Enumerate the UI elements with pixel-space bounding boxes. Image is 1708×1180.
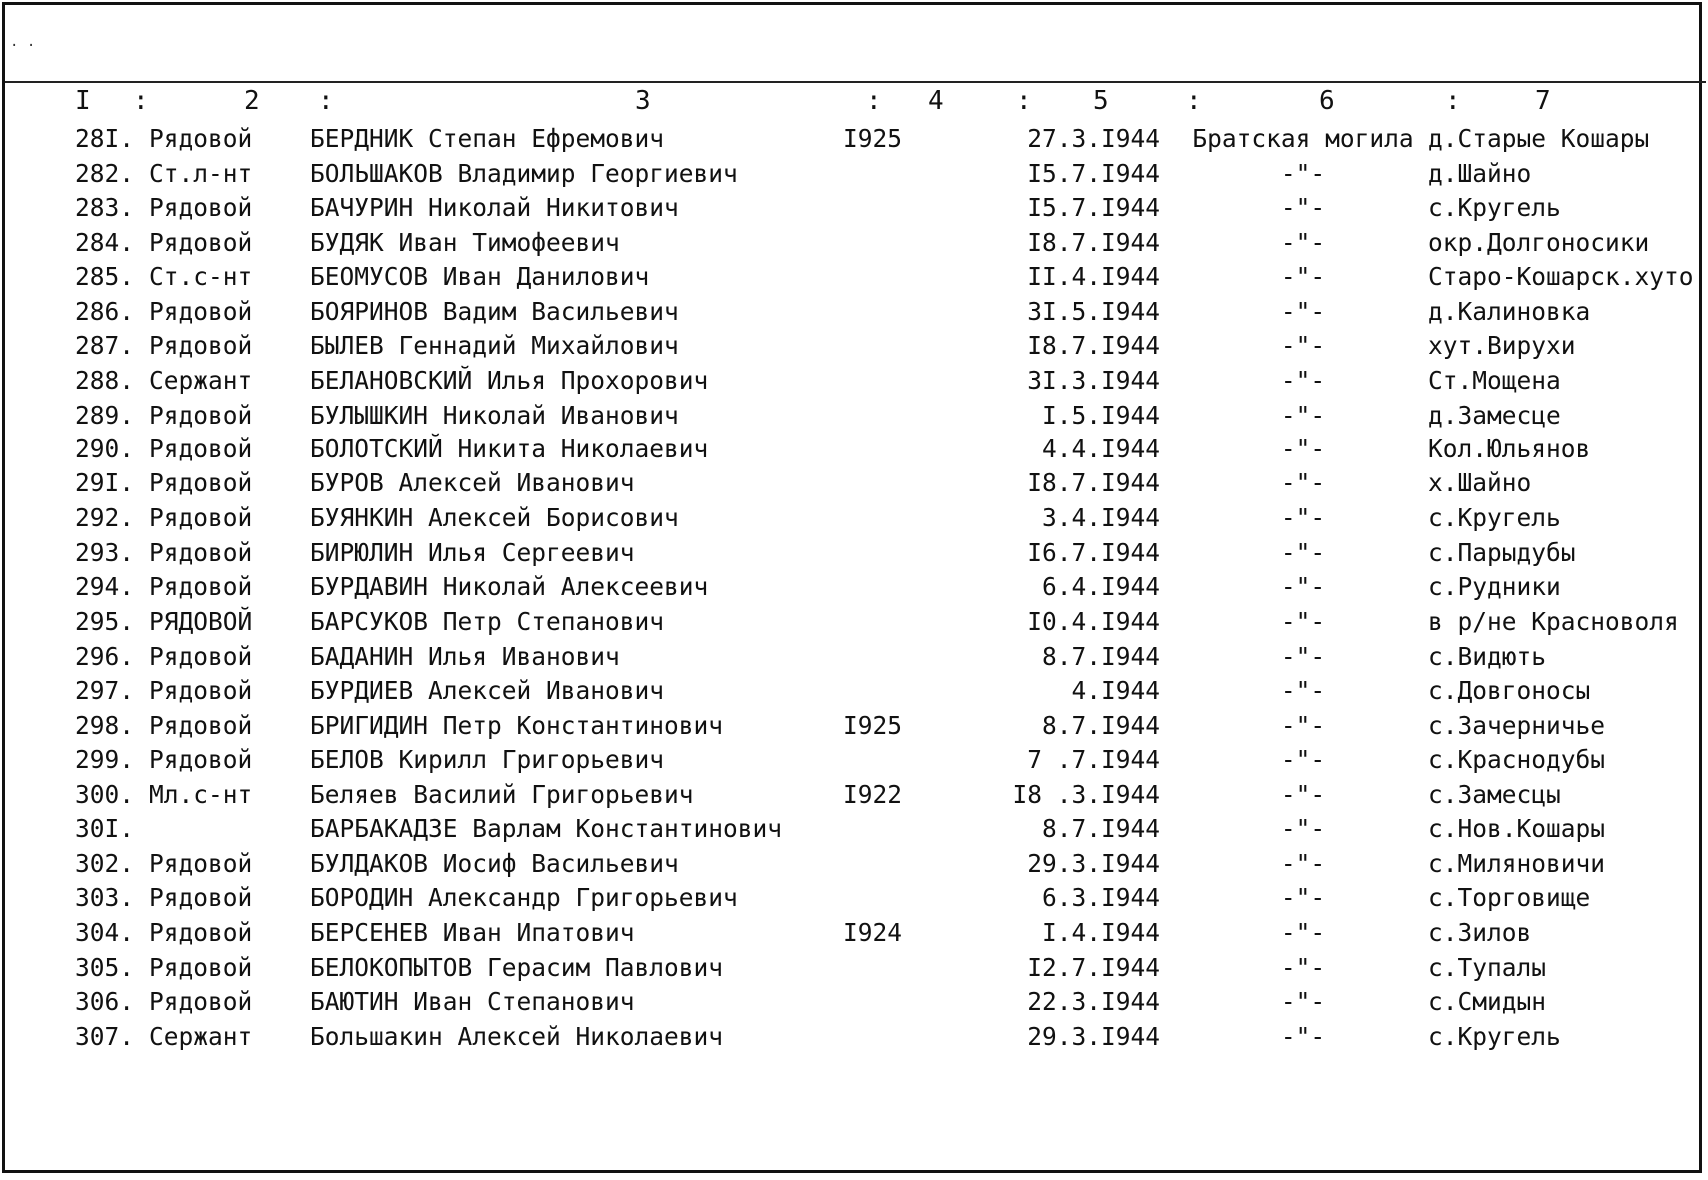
record-rank: Рядовой (149, 745, 253, 774)
record-birth-year: I925 (843, 711, 903, 740)
record-place: с.Торговище (1428, 883, 1591, 912)
record-place: Кол.Юльянов (1428, 434, 1591, 463)
record-birth-year: I925 (843, 124, 903, 153)
table-row (0, 849, 1708, 883)
record-death-date: 4.4.I944 (1041, 434, 1160, 463)
record-death-date: I2.7.I944 (1027, 953, 1160, 982)
record-rank: Рядовой (149, 953, 253, 982)
record-death-date: I6.7.I944 (1027, 538, 1160, 567)
record-place: с.Нов.Кошары (1428, 814, 1606, 843)
record-number: 286. (75, 297, 135, 326)
record-burial: -"- (1280, 780, 1326, 809)
table-row (0, 676, 1708, 710)
record-place: д.Калиновка (1428, 297, 1591, 326)
record-name: БЕЛОКОПЫТОВ Герасим Павлович (310, 953, 724, 982)
table-row (0, 297, 1708, 331)
header-col-3: 3 (635, 86, 651, 116)
record-place: с.Рудники (1428, 572, 1561, 601)
record-burial: -"- (1280, 918, 1326, 947)
scan-specks: · · (10, 38, 36, 54)
record-burial: -"- (1280, 814, 1326, 843)
record-place: д.Замесце (1428, 401, 1561, 430)
record-place: Старо-Кошарск.хуто (1428, 262, 1694, 291)
record-place: д.Старые Кошары (1428, 124, 1650, 153)
record-death-date: 4.I944 (1071, 676, 1160, 705)
record-number: 304. (75, 918, 135, 947)
record-burial: -"- (1280, 434, 1326, 463)
record-place: с.Краснодубы (1428, 745, 1606, 774)
record-name: БЕЛОВ Кирилл Григорьевич (310, 745, 665, 774)
record-rank: Ст.с-нт (149, 262, 253, 291)
record-number: 30I. (75, 814, 135, 843)
record-name: Беляев Василий Григорьевич (310, 780, 694, 809)
record-name: БУРДИЕВ Алексей Иванович (310, 676, 665, 705)
record-rank: Рядовой (149, 676, 253, 705)
record-number: 290. (75, 434, 135, 463)
record-rank: Рядовой (149, 538, 253, 567)
record-rank: Рядовой (149, 228, 253, 257)
table-row (0, 953, 1708, 987)
header-col-2: 2 (244, 86, 260, 116)
record-name: БАЧУРИН Николай Никитович (310, 193, 679, 222)
record-rank: Рядовой (149, 987, 253, 1016)
record-burial: -"- (1280, 538, 1326, 567)
record-burial: -"- (1280, 228, 1326, 257)
record-number: 299. (75, 745, 135, 774)
record-death-date: I8.7.I944 (1027, 331, 1160, 360)
record-number: 296. (75, 642, 135, 671)
record-place: с.Зачерничье (1428, 711, 1606, 740)
record-name: БУРОВ Алексей Иванович (310, 468, 635, 497)
record-death-date: 27.3.I944 (1027, 124, 1160, 153)
record-number: 283. (75, 193, 135, 222)
header-separator: : (1445, 86, 1461, 116)
record-number: 288. (75, 366, 135, 395)
record-place: с.Миляновичи (1428, 849, 1606, 878)
record-name: БОЛОТСКИЙ Никита Николаевич (310, 434, 709, 463)
header-separator: : (1016, 86, 1032, 116)
record-rank: Рядовой (149, 642, 253, 671)
record-burial: -"- (1280, 987, 1326, 1016)
record-place: с.Видють (1428, 642, 1547, 671)
record-death-date: I0.4.I944 (1027, 607, 1160, 636)
header-col-4: 4 (928, 86, 944, 116)
record-name: БОЛЬШАКОВ Владимир Георгиевич (310, 159, 738, 188)
record-number: 306. (75, 987, 135, 1016)
record-name: БАЮТИН Иван Степанович (310, 987, 635, 1016)
record-number: 287. (75, 331, 135, 360)
record-death-date: I5.7.I944 (1027, 159, 1160, 188)
table-row (0, 468, 1708, 502)
record-burial: -"- (1280, 401, 1326, 430)
header-col-1: I (75, 86, 91, 116)
record-birth-year: I924 (843, 918, 903, 947)
record-burial: -"- (1280, 193, 1326, 222)
record-death-date: I8.7.I944 (1027, 228, 1160, 257)
header-separator: : (866, 86, 882, 116)
record-death-date: 22.3.I944 (1027, 987, 1160, 1016)
table-row (0, 401, 1708, 435)
table-row (0, 642, 1708, 676)
record-burial: -"- (1280, 1022, 1326, 1051)
record-rank: Рядовой (149, 849, 253, 878)
table-row (0, 193, 1708, 227)
record-name: БУЛДАКОВ Иосиф Васильевич (310, 849, 679, 878)
header-col-6: 6 (1319, 86, 1335, 116)
record-rank: Рядовой (149, 711, 253, 740)
record-number: 302. (75, 849, 135, 878)
record-rank: Рядовой (149, 503, 253, 532)
record-name: БЫЛЕВ Геннадий Михайлович (310, 331, 679, 360)
table-row (0, 918, 1708, 952)
record-place: с.Кругель (1428, 503, 1561, 532)
table-row (0, 711, 1708, 745)
record-rank: Рядовой (149, 297, 253, 326)
record-burial: -"- (1280, 849, 1326, 878)
record-name: БЕРСЕНЕВ Иван Ипатович (310, 918, 635, 947)
record-rank: Сержант (149, 1022, 253, 1051)
record-name: БЕЛАНОВСКИЙ Илья Прохорович (310, 366, 709, 395)
record-death-date: 6.3.I944 (1041, 883, 1160, 912)
table-row (0, 159, 1708, 193)
table-row (0, 228, 1708, 262)
record-death-date: 3I.3.I944 (1027, 366, 1160, 395)
record-rank: Ст.л-нт (149, 159, 253, 188)
record-number: 298. (75, 711, 135, 740)
table-row (0, 607, 1708, 641)
record-death-date: 3I.5.I944 (1027, 297, 1160, 326)
record-rank: Рядовой (149, 401, 253, 430)
record-name: БЕРДНИК Степан Ефремович (310, 124, 665, 153)
header-separator: : (133, 86, 149, 116)
record-name: БУРДАВИН Николай Алексеевич (310, 572, 709, 601)
header-separator: : (318, 86, 334, 116)
table-row (0, 538, 1708, 572)
header-rule (5, 81, 1706, 83)
record-rank: Рядовой (149, 572, 253, 601)
record-place: хут.Вирухи (1428, 331, 1576, 360)
record-death-date: I5.7.I944 (1027, 193, 1160, 222)
record-rank: Рядовой (149, 468, 253, 497)
record-death-date: 8.7.I944 (1041, 814, 1160, 843)
record-number: 284. (75, 228, 135, 257)
table-row (0, 745, 1708, 779)
table-row (0, 883, 1708, 917)
record-name: БАРСУКОВ Петр Степанович (310, 607, 665, 636)
record-burial: -"- (1280, 503, 1326, 532)
record-death-date: I.5.I944 (1041, 401, 1160, 430)
table-row (0, 780, 1708, 814)
record-death-date: 8.7.I944 (1041, 711, 1160, 740)
record-burial: -"- (1280, 953, 1326, 982)
record-number: 28I. (75, 124, 135, 153)
record-place: с.Смидын (1428, 987, 1547, 1016)
record-burial: -"- (1280, 745, 1326, 774)
record-rank: Рядовой (149, 434, 253, 463)
record-number: 303. (75, 883, 135, 912)
record-birth-year: I922 (843, 780, 903, 809)
record-burial: -"- (1280, 159, 1326, 188)
record-rank: Рядовой (149, 331, 253, 360)
record-name: БРИГИДИН Петр Константинович (310, 711, 724, 740)
record-burial: Братская могила (1192, 124, 1414, 153)
record-name: БУЯНКИН Алексей Борисович (310, 503, 679, 532)
record-name: БУЛЫШКИН Николай Иванович (310, 401, 679, 430)
record-place: с.Кругель (1428, 1022, 1561, 1051)
record-burial: -"- (1280, 366, 1326, 395)
record-number: 297. (75, 676, 135, 705)
table-row (0, 503, 1708, 537)
table-row (0, 572, 1708, 606)
record-place: с.Парыдубы (1428, 538, 1576, 567)
record-number: 289. (75, 401, 135, 430)
record-name: БЕОМУСОВ Иван Данилович (310, 262, 650, 291)
record-burial: -"- (1280, 642, 1326, 671)
record-name: БИРЮЛИН Илья Сергеевич (310, 538, 635, 567)
table-row (0, 331, 1708, 365)
record-place: х.Шайно (1428, 468, 1532, 497)
record-rank: Мл.с-нт (149, 780, 253, 809)
record-place: с.Кругель (1428, 193, 1561, 222)
record-death-date: 29.3.I944 (1027, 849, 1160, 878)
record-burial: -"- (1280, 676, 1326, 705)
record-burial: -"- (1280, 331, 1326, 360)
header-separator: : (1186, 86, 1202, 116)
record-number: 305. (75, 953, 135, 982)
record-death-date: 8.7.I944 (1041, 642, 1160, 671)
record-name: Большакин Алексей Николаевич (310, 1022, 724, 1051)
record-death-date: 29.3.I944 (1027, 1022, 1160, 1051)
table-row (0, 124, 1708, 158)
record-rank: Рядовой (149, 193, 253, 222)
record-number: 282. (75, 159, 135, 188)
record-number: 292. (75, 503, 135, 532)
table-row (0, 814, 1708, 848)
record-death-date: 3.4.I944 (1041, 503, 1160, 532)
table-row (0, 987, 1708, 1021)
record-number: 300. (75, 780, 135, 809)
table-row (0, 262, 1708, 296)
record-place: с.Довгоносы (1428, 676, 1591, 705)
record-burial: -"- (1280, 572, 1326, 601)
table-header (0, 86, 1708, 120)
record-rank: РЯДОВОЙ (149, 607, 253, 636)
record-death-date: I.4.I944 (1041, 918, 1160, 947)
record-place: д.Шайно (1428, 159, 1532, 188)
record-number: 29I. (75, 468, 135, 497)
table-row (0, 366, 1708, 400)
record-place: в р/не Красноволя (1428, 607, 1679, 636)
record-place: с.Тупалы (1428, 953, 1547, 982)
table-row (0, 1022, 1708, 1056)
record-burial: -"- (1280, 883, 1326, 912)
header-col-7: 7 (1535, 86, 1551, 116)
record-name: БУДЯК Иван Тимофеевич (310, 228, 620, 257)
record-burial: -"- (1280, 297, 1326, 326)
record-place: окр.Долгоносики (1428, 228, 1650, 257)
record-burial: -"- (1280, 607, 1326, 636)
record-name: БОЯРИНОВ Вадим Васильевич (310, 297, 679, 326)
record-name: БОРОДИН Александр Григорьевич (310, 883, 738, 912)
record-rank: Сержант (149, 366, 253, 395)
record-burial: -"- (1280, 468, 1326, 497)
record-death-date: I8 .3.I944 (1012, 780, 1160, 809)
record-number: 294. (75, 572, 135, 601)
record-death-date: 6.4.I944 (1041, 572, 1160, 601)
record-burial: -"- (1280, 262, 1326, 291)
record-death-date: II.4.I944 (1027, 262, 1160, 291)
record-death-date: 7 .7.I944 (1027, 745, 1160, 774)
record-number: 285. (75, 262, 135, 291)
table-row (0, 434, 1708, 468)
record-number: 295. (75, 607, 135, 636)
record-death-date: I8.7.I944 (1027, 468, 1160, 497)
record-rank: Рядовой (149, 883, 253, 912)
record-rank: Рядовой (149, 124, 253, 153)
record-place: с.Зилов (1428, 918, 1532, 947)
record-name: БАРБАКАДЗЕ Варлам Константинович (310, 814, 783, 843)
record-number: 293. (75, 538, 135, 567)
record-burial: -"- (1280, 711, 1326, 740)
record-place: Ст.Мощена (1428, 366, 1561, 395)
record-place: с.Замесцы (1428, 780, 1561, 809)
record-rank: Рядовой (149, 918, 253, 947)
record-number: 307. (75, 1022, 135, 1051)
header-col-5: 5 (1093, 86, 1109, 116)
record-name: БАДАНИН Илья Иванович (310, 642, 620, 671)
